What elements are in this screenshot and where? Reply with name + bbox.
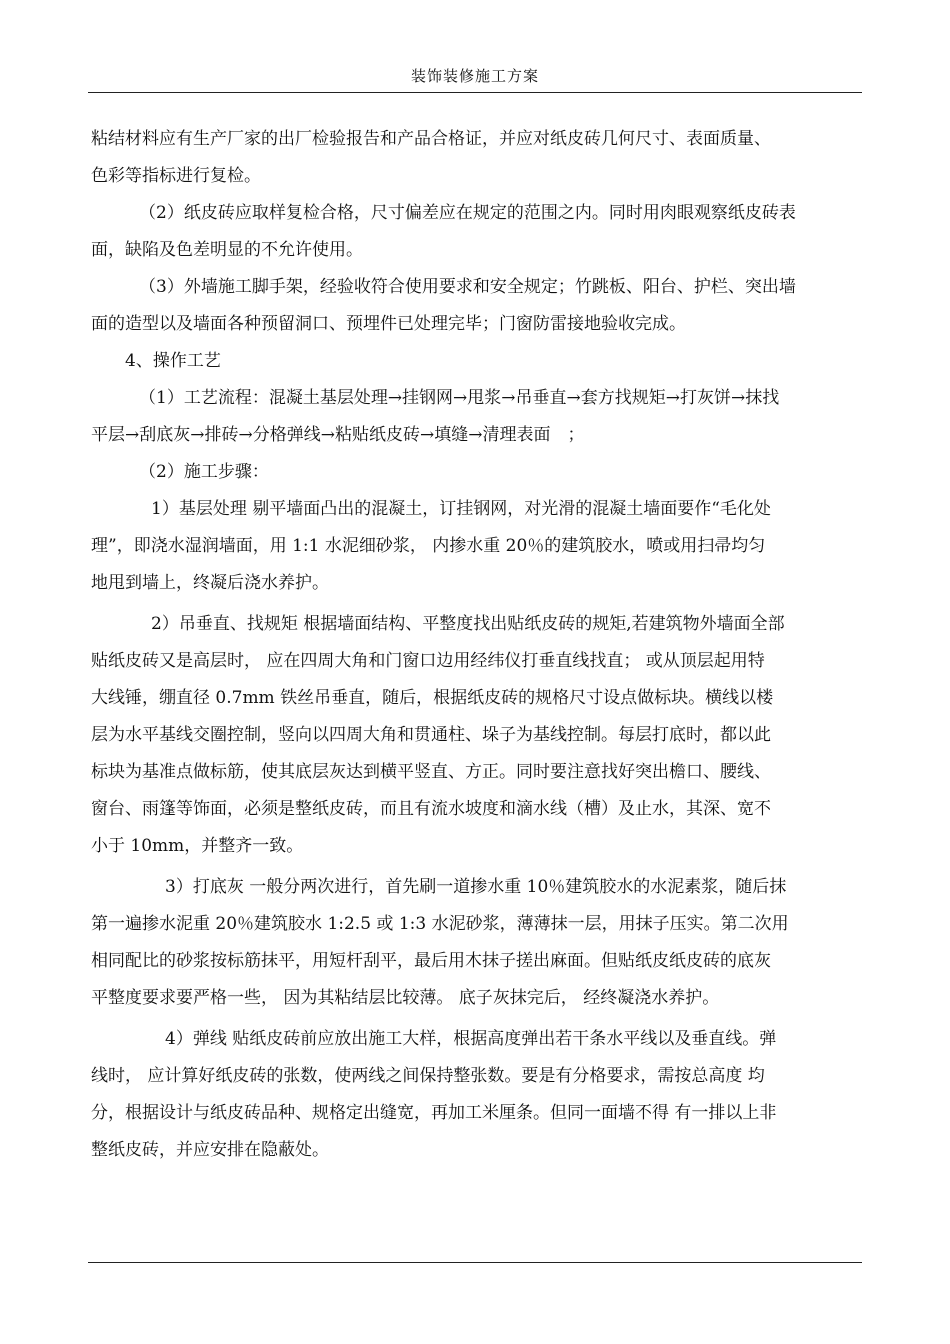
text-line: 分，根据设计与纸皮砖品种、规格定出缝宽，再加工米厘条。但同一面墙不得 有一排以上非 [91,1103,777,1123]
text-line: 色彩等指标进行复检。 [91,166,261,186]
document-body [91,121,863,1169]
text-line: （3）外墙施工脚手架，经验收符合使用要求和安全规定；竹跳板、阳台、护栏、突出墙 [139,277,796,297]
text-line: （2）施工步骤： [139,462,269,482]
text-line: 贴纸皮砖又是高层时， 应在四周大角和门窗口边用经纬仪打垂直线找直； 或从顶层起用特 [91,651,765,671]
text-line: 面的造型以及墙面各种预留洞口、预埋件已处理完毕；门窗防雷接地验收完成。 [91,314,686,334]
text-line: 相同配比的砂浆按标筋抹平，用短杆刮平，最后用木抹子搓出麻面。但贴纸皮纸皮砖的底灰 [91,951,771,971]
text-line: 线时， 应计算好纸皮砖的张数，使两线之间保持整张数。要是有分格要求，需按总高度 均 [91,1066,765,1086]
page-header-title: 装饰装修施工方案 [410,67,539,85]
text-line: 1）基层处理 剔平墙面凸出的混凝土，订挂钢网，对光滑的混凝土墙面要作“毛化处 [151,499,771,519]
text-line: 面，缺陷及色差明显的不允许使用。 [91,240,363,260]
text-line: 粘结材料应有生产厂家的出厂检验报告和产品合格证，并应对纸皮砖几何尺寸、表面质量、 [91,129,771,149]
text-line: 2）吊垂直、找规矩 根据墙面结构、平整度找出贴纸皮砖的规矩,若建筑物外墙面全部 [151,614,785,634]
section-heading: 4、操作工艺 [125,351,221,371]
text-line: 地甩到墙上，终凝后浇水养护。 [91,573,329,593]
text-line: 4）弹线 贴纸皮砖前应放出施工大样，根据高度弹出若干条水平线以及垂直线。弹 [165,1029,777,1049]
text-line: 层为水平基线交圈控制，竖向以四周大角和贯通柱、垛子为基线控制。每层打底时，都以此 [91,725,771,745]
footer-divider [88,1262,862,1263]
text-line: 理”，即浇水湿润墙面，用 1:1 水泥细砂浆， 内掺水重 20％的建筑胶水，喷或用扫帚均匀 [91,536,766,556]
text-line: 标块为基准点做标筋，使其底层灰达到横平竖直、方正。同时要注意找好突出檐口、腰线、 [91,762,771,782]
text-line: 窗台、雨篷等饰面，必须是整纸皮砖，而且有流水坡度和滴水线（槽）及止水，其深、宽不 [91,799,771,819]
text-line: 平层→刮底灰→排砖→分格弹线→粘贴纸皮砖→填缝→清理表面 ； [91,425,585,445]
text-line: （1）工艺流程：混凝土基层处理→挂钢网→甩浆→吊垂直→套方找规矩→打灰饼→抹找 [139,388,780,408]
header-divider [88,92,862,93]
text-line: 3）打底灰 一般分两次进行，首先刷一道掺水重 10％建筑胶水的水泥素浆，随后抹 [165,877,787,897]
text-line: 小于 10mm，并整齐一致。 [91,836,304,856]
text-line: 整纸皮砖，并应安排在隐蔽处。 [91,1140,329,1160]
text-line: 第一遍掺水泥重 20％建筑胶水 1:2.5 或 1:3 水泥砂浆，薄薄抹一层，用抹子压实。第二次用 [91,914,789,934]
text-line: 平整度要求要严格一些， 因为其粘结层比较薄。 底子灰抹完后， 经终凝浇水养护。 [91,988,720,1008]
text-line: （2）纸皮砖应取样复检合格，尺寸偏差应在规定的范围之内。同时用肉眼观察纸皮砖表 [139,203,796,223]
text-line: 大线锤，绷直径 0.7mm 铁丝吊垂直，随后，根据纸皮砖的规格尺寸设点做标块。横线以楼 [91,688,774,708]
